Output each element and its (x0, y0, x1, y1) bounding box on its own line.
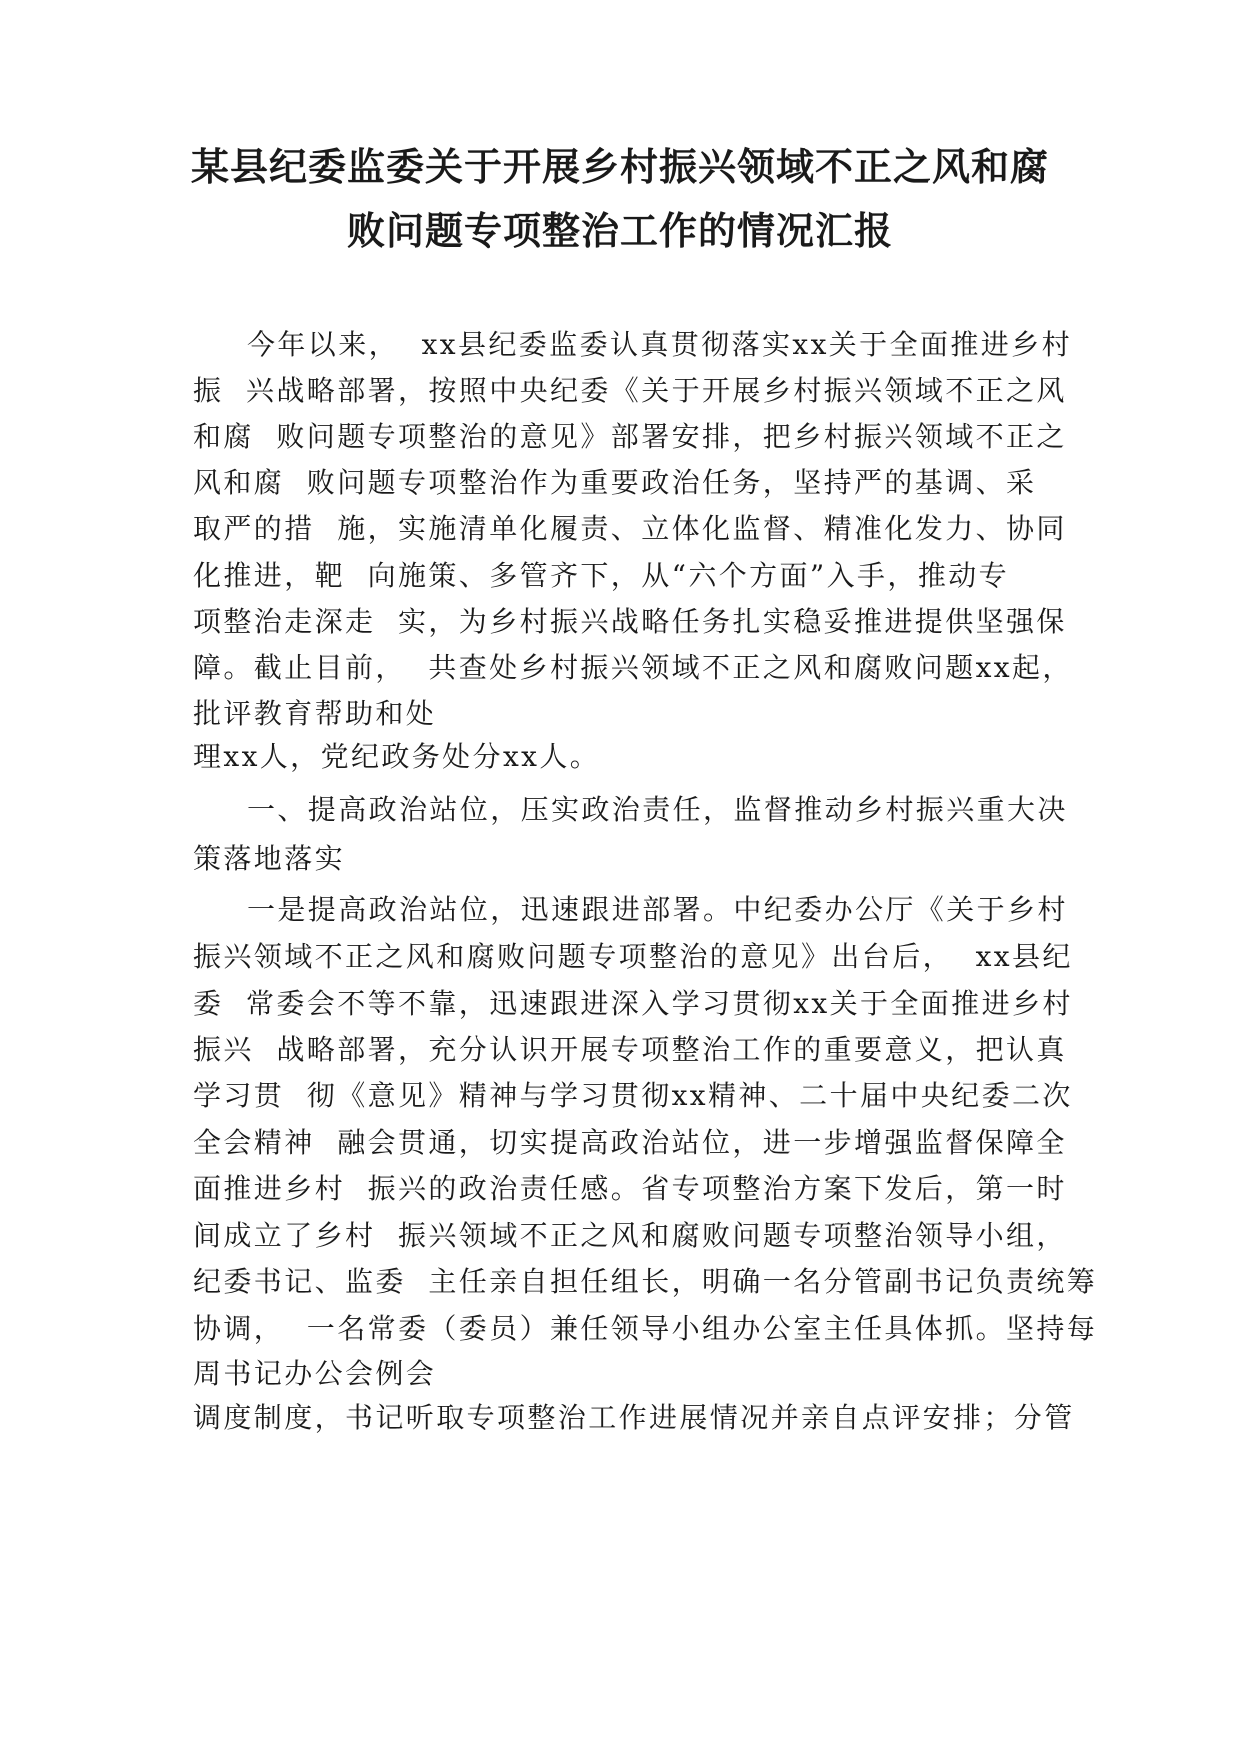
body-line: 今年以来， xx县纪委监委认真贯彻落实xx关于全面推进乡村 (247, 328, 1072, 361)
body-line: 障。截止目前， 共查处乡村振兴领域不正之风和腐败问题xx起， (193, 651, 1073, 684)
body-line: 面推进乡村 振兴的政治责任感。省专项整治方案下发后，第一时 (193, 1172, 1067, 1205)
section-heading: 一、提高政治站位，压实政治责任，监督推动乡村振兴重大决 (247, 793, 1068, 826)
body-line: 调度制度，书记听取专项整治工作进展情况并亲自点评安排；分管 (193, 1401, 1075, 1434)
body-line: 风和腐 败问题专项整治作为重要政治任务，坚持严的基调、采 (193, 466, 1037, 499)
body-line: 项整治走深走 实，为乡村振兴战略任务扎实稳妥推进提供坚强保 (193, 605, 1067, 638)
body-line: 取严的措 施，实施清单化履责、立体化监督、精准化发力、协同 (193, 512, 1067, 545)
body-line: 振兴 战略部署，充分认识开展专项整治工作的重要意义，把认真 (193, 1033, 1067, 1066)
body-line: 纪委书记、监委 主任亲自担任组长，明确一名分管副书记负责统筹 (193, 1265, 1098, 1298)
body-line: 学习贯 彻《意见》精神与学习贯彻xx精神、二十届中央纪委二次 (193, 1079, 1073, 1112)
body-line: 一是提高政治站位，迅速跟进部署。中纪委办公厅《关于乡村 (247, 893, 1068, 926)
body-line: 化推进，靶 向施策、多管齐下，从“六个方面”入手，推动专 (193, 559, 1010, 592)
body-line: 振兴领域不正之风和腐败问题专项整治的意见》出台后， xx县纪 (193, 940, 1073, 973)
body-line: 委 常委会不等不靠，迅速跟进深入学习贯彻xx关于全面推进乡村 (193, 987, 1073, 1020)
body-line: 理xx人，党纪政务处分xx人。 (193, 740, 601, 773)
document-title-line-1: 某县纪委监委关于开展乡村振兴领域不正之风和腐 (190, 145, 1049, 189)
body-line: 周书记办公会例会 (193, 1357, 437, 1390)
section-heading: 策落地落实 (193, 842, 346, 875)
document-title-line-2: 败问题专项整治工作的情况汇报 (346, 209, 893, 253)
body-line: 全会精神 融会贯通，切实提高政治站位，进一步增强监督保障全 (193, 1126, 1067, 1159)
body-line: 和腐 败问题专项整治的意见》部署安排，把乡村振兴领域不正之 (193, 420, 1067, 453)
body-line: 间成立了乡村 振兴领域不正之风和腐败问题专项整治领导小组， (193, 1219, 1067, 1252)
body-line: 振 兴战略部署，按照中央纪委《关于开展乡村振兴领域不正之风 (193, 374, 1067, 407)
body-line: 协调， 一名常委（委员）兼任领导小组办公室主任具体抓。坚持每 (193, 1312, 1098, 1345)
body-line: 批评教育帮助和处 (193, 697, 437, 730)
